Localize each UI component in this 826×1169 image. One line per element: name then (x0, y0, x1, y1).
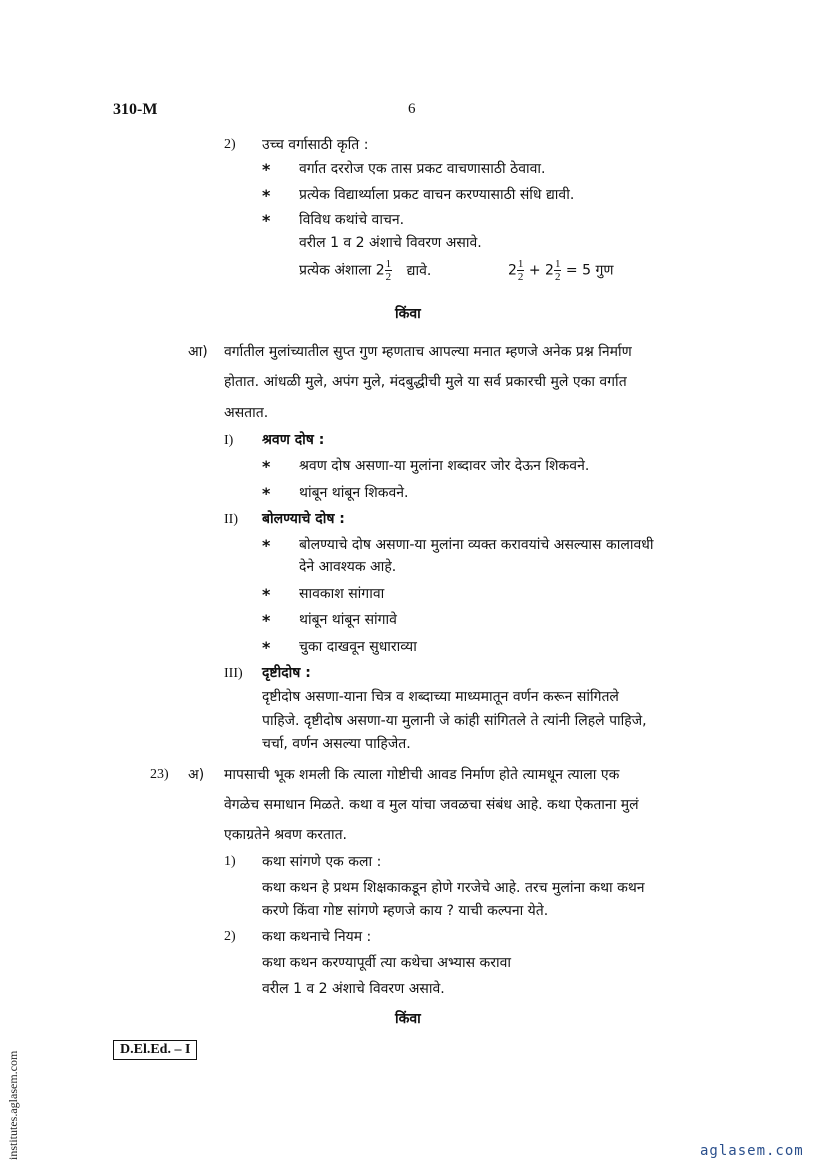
bullet-icon: * (262, 186, 271, 205)
paragraph-line: होतात. आंधळी मुले, अपंग मुले, मंदबुद्धीची मुले या सर्व प्रकारची मुले एका वर्गात (224, 374, 627, 390)
marks-lead: प्रत्येक अंशाला 2 (299, 262, 385, 279)
subsection-title: कथा सांगणे एक कला : (262, 854, 382, 870)
list-item: चुका दाखवून सुधाराव्या (299, 639, 417, 655)
section-2-number: 2) (224, 137, 236, 152)
section-2-title: उच्च वर्गासाठी कृति : (262, 137, 369, 153)
subsection-number: 1) (224, 854, 236, 869)
bullet-icon: * (262, 638, 271, 657)
subsection-title: बोलण्याचे दोष : (262, 511, 345, 527)
option-label: आ) (188, 344, 208, 360)
bullet-icon: * (262, 160, 271, 179)
fraction: $\frac{1}{2}$ (554, 258, 561, 283)
fraction: $\frac{1}{2}$ (385, 258, 392, 283)
subsection-number: II) (224, 512, 238, 527)
paragraph-line: पाहिजे. दृष्टीदोष असणा-या मुलानी जे कांही सांगितले ते त्यांनी लिहले पाहिजे, (262, 713, 647, 729)
watermark: institutes.aglasem.com (6, 1050, 20, 1160)
paragraph-line: वरील 1 व 2 अंशाचे विवरण असावे. (262, 981, 445, 997)
question-number: 23) (150, 767, 169, 782)
paragraph-line: करणे किंवा गोष्ट सांगणे म्हणजे काय ? याची कल्पना येते. (262, 903, 549, 919)
paragraph-line: कथा कथन करण्यापूर्वी त्या कथेचा अभ्यास करावा (262, 955, 511, 971)
list-item: थांबून थांबून सांगावे (299, 612, 397, 628)
bullet-icon: * (262, 611, 271, 630)
fraction: $\frac{1}{2}$ (517, 258, 524, 283)
marks-total: 2 $\frac{1}{2}$ + 2 $\frac{1}{2}$ = 5 गुण (508, 258, 614, 283)
subsection-number: III) (224, 666, 243, 681)
paragraph-line: दृष्टीदोष असणा-याना चित्र व शब्दाच्या माध्यमातून वर्णन करून सांगितले (262, 689, 619, 705)
marks-tail: द्यावे. (406, 262, 432, 279)
paper-code: 310-M (113, 101, 158, 118)
subsection-title: श्रवण दोष : (262, 432, 325, 448)
or-separator: किंवा (395, 1011, 421, 1027)
list-item: विविध कथांचे वाचन. (299, 212, 405, 228)
list-item-continuation: देने आवश्यक आहे. (299, 559, 397, 575)
paragraph-line: असतात. (224, 405, 269, 421)
paragraph-line: वेगळेच समाधान मिळते. कथा व मुल यांचा जवळचा संबंध आहे. कथा ऐकताना मुलं (224, 797, 639, 813)
subsection-title: दृष्टीदोष : (262, 665, 311, 681)
bullet-icon: * (262, 484, 271, 503)
subsection-number: I) (224, 433, 234, 448)
bullet-icon: * (262, 211, 271, 230)
or-separator: किंवा (395, 306, 421, 322)
marks-distribution (299, 258, 431, 283)
site-link[interactable]: aglasem.com (700, 1143, 804, 1159)
option-label: अ) (188, 767, 205, 783)
bullet-icon: * (262, 536, 271, 555)
paragraph-line: कथा कथन हे प्रथम शिक्षकाकडून होणे गरजेचे आहे. तरच मुलांना कथा कथन (262, 880, 645, 896)
bullet-icon: * (262, 457, 271, 476)
list-item: थांबून थांबून शिकवने. (299, 485, 409, 501)
bullet-icon: * (262, 585, 271, 604)
course-box: D.El.Ed. – I (113, 1040, 197, 1060)
paragraph-line: वर्गातील मुलांच्यातील सुप्त गुण म्हणताच आपल्या मनात म्हणजे अनेक प्रश्न निर्माण (224, 344, 632, 360)
paragraph-line: एकाग्रतेने श्रवण करतात. (224, 827, 347, 843)
list-item: वर्गात दररोज एक तास प्रकट वाचणासाठी ठेवावा. (299, 161, 546, 177)
subsection-number: 2) (224, 929, 236, 944)
list-item: श्रवण दोष असणा-या मुलांना शब्दावर जोर देऊन शिकवने. (299, 458, 590, 474)
list-item: प्रत्येक विद्यार्थ्याला प्रकट वाचन करण्यासाठी संधि द्यावी. (299, 187, 575, 203)
paragraph-line: मापसाची भूक शमली कि त्याला गोष्टीची आवड निर्माण होते त्यामधून त्याला एक (224, 767, 620, 783)
paragraph-line: चर्चा, वर्णन असल्या पाहिजेत. (262, 736, 411, 752)
subsection-title: कथा कथनाचे नियम : (262, 929, 372, 945)
page-number: 6 (408, 101, 416, 117)
list-item: बोलण्याचे दोष असणा-या मुलांना व्यक्त करावयांचे असल्यास कालावधी (299, 537, 654, 553)
note-line: वरील 1 व 2 अंशाचे विवरण असावे. (299, 235, 482, 251)
list-item: सावकाश सांगावा (299, 586, 385, 602)
